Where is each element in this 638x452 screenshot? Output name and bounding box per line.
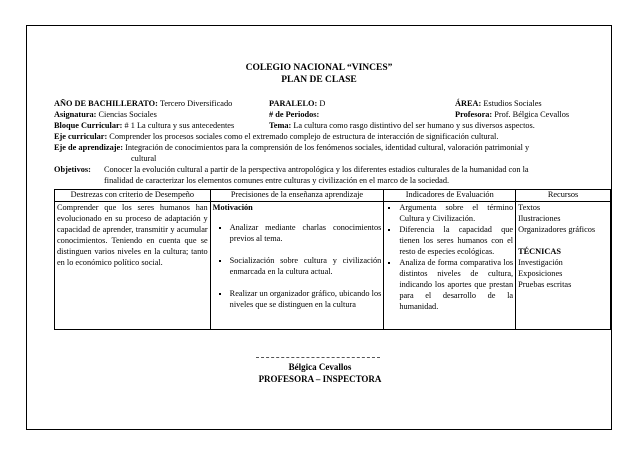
periodos-label: # de Periodos: <box>269 110 320 119</box>
recursos-cell <box>516 202 611 330</box>
paralelo-label: PARALELO: <box>269 99 318 108</box>
header-indicadores: Indicadores de Evaluación <box>384 190 516 202</box>
tema-value: La cultura como rasgo distintivo del ser humano y sus diversos aspectos. <box>293 121 535 130</box>
plan-title: PLAN DE CLASE <box>281 75 357 85</box>
anio-label: AÑO DE BACHILLERATO: <box>54 99 158 108</box>
eje-curricular-label: Eje curricular: <box>54 132 108 141</box>
objetivos-label: Objetivos: <box>54 165 91 174</box>
area-value: Estudios Sociales <box>483 99 542 108</box>
eje-curricular-value: Comprender los procesos sociales como el extremado complejo de estructura de interacción de significación cultural. <box>109 132 499 141</box>
list-item: ▪ Analiza de forma comparativa los distintos niveles de cultura, indicando los aportes que prestan para el desarrollo de la humanidad. <box>399 257 513 312</box>
table-header-row <box>55 190 611 202</box>
asignatura-value: Ciencias Sociales <box>98 110 157 119</box>
precisiones-list <box>213 222 382 310</box>
profesora-label: Profesora: <box>455 110 493 119</box>
asignatura-label: Asignatura: <box>54 110 97 119</box>
header-destrezas: Destrezas con criterio de Desempeño <box>55 190 211 202</box>
list-item: ▪ Socialización sobre cultura y civilización enmarcada en la cultura actual. <box>230 255 382 277</box>
eje-aprendizaje-value: Integración de conocimientos para la comprensión de los fenómenos sociales, identidad cultural, valoración patrimonial y <box>125 143 530 152</box>
bloque-label: Bloque Curricular: <box>54 121 123 130</box>
paralelo-value: D <box>319 99 326 108</box>
destrezas-cell: Comprender que los seres humanos han evolucionado en su proceso de adaptación y capacidad de aprender, transmitir y acumular conocimientos. Teniendo en cuenta que se distinguen varios niveles en la cultura; tanto en lo económico político social. <box>55 202 211 330</box>
plan-table <box>54 189 611 330</box>
tema-label: Tema: <box>269 121 292 130</box>
indicadores-list <box>386 202 513 312</box>
list-item: ▪ Analizar mediante charlas conocimientos previos al tema. <box>230 222 382 244</box>
recurso-item: Textos <box>518 203 541 212</box>
recurso-item: Organizadores gráficos <box>518 225 596 234</box>
tecnica-item: Investigación <box>518 258 563 267</box>
header-precisiones: Precisiones de la enseñanza aprendizaje <box>210 190 384 202</box>
signature-line <box>256 357 380 358</box>
header-recursos: Recursos <box>516 190 611 202</box>
table-row <box>55 202 611 330</box>
precisiones-cell <box>210 202 384 330</box>
tecnicas-title: TÉCNICAS <box>518 247 561 256</box>
signature-name: Bélgica Cevallos <box>288 362 352 372</box>
list-item: ▪ Argumenta sobre el término Cultura y Civilización. <box>399 202 513 224</box>
list-item: ▪ Diferencia la capacidad que tienen los seres humanos con el resto de especies ecológicas. <box>399 224 513 257</box>
objetivos-value-cont: finalidad de caracterizar los elementos comunes entre culturas y civilización en el marco de la sociedad. <box>104 176 450 185</box>
motivacion-title: Motivación <box>212 203 253 212</box>
objetivos-value: Conocer la evolución cultural a partir de la perspectiva antropológica y los diferentes estadios culturales de la humanidad con la <box>104 165 529 174</box>
recurso-item: Ilustraciones <box>518 214 561 223</box>
anio-value: Tercero Diversificado <box>159 99 233 108</box>
bloque-value: # 1 La cultura y sus antecedentes <box>124 121 235 130</box>
tecnica-item: Pruebas escritas <box>518 280 572 289</box>
eje-aprendizaje-label: Eje de aprendizaje: <box>54 143 123 152</box>
area-label: ÁREA: <box>455 99 482 108</box>
school-title: COLEGIO NACIONAL “VINCES” <box>245 63 393 73</box>
indicadores-cell <box>384 202 516 330</box>
profesora-value: Prof. Bélgica Cevallos <box>494 110 570 119</box>
list-item: ▪ Realizar un organizador gráfico, ubicando los niveles que se distinguen en la cultura <box>230 288 382 310</box>
tecnica-item: Exposiciones <box>518 269 563 278</box>
eje-aprendizaje-value-cont: cultural <box>131 154 157 163</box>
signature-role: PROFESORA – INSPECTORA <box>258 374 382 384</box>
